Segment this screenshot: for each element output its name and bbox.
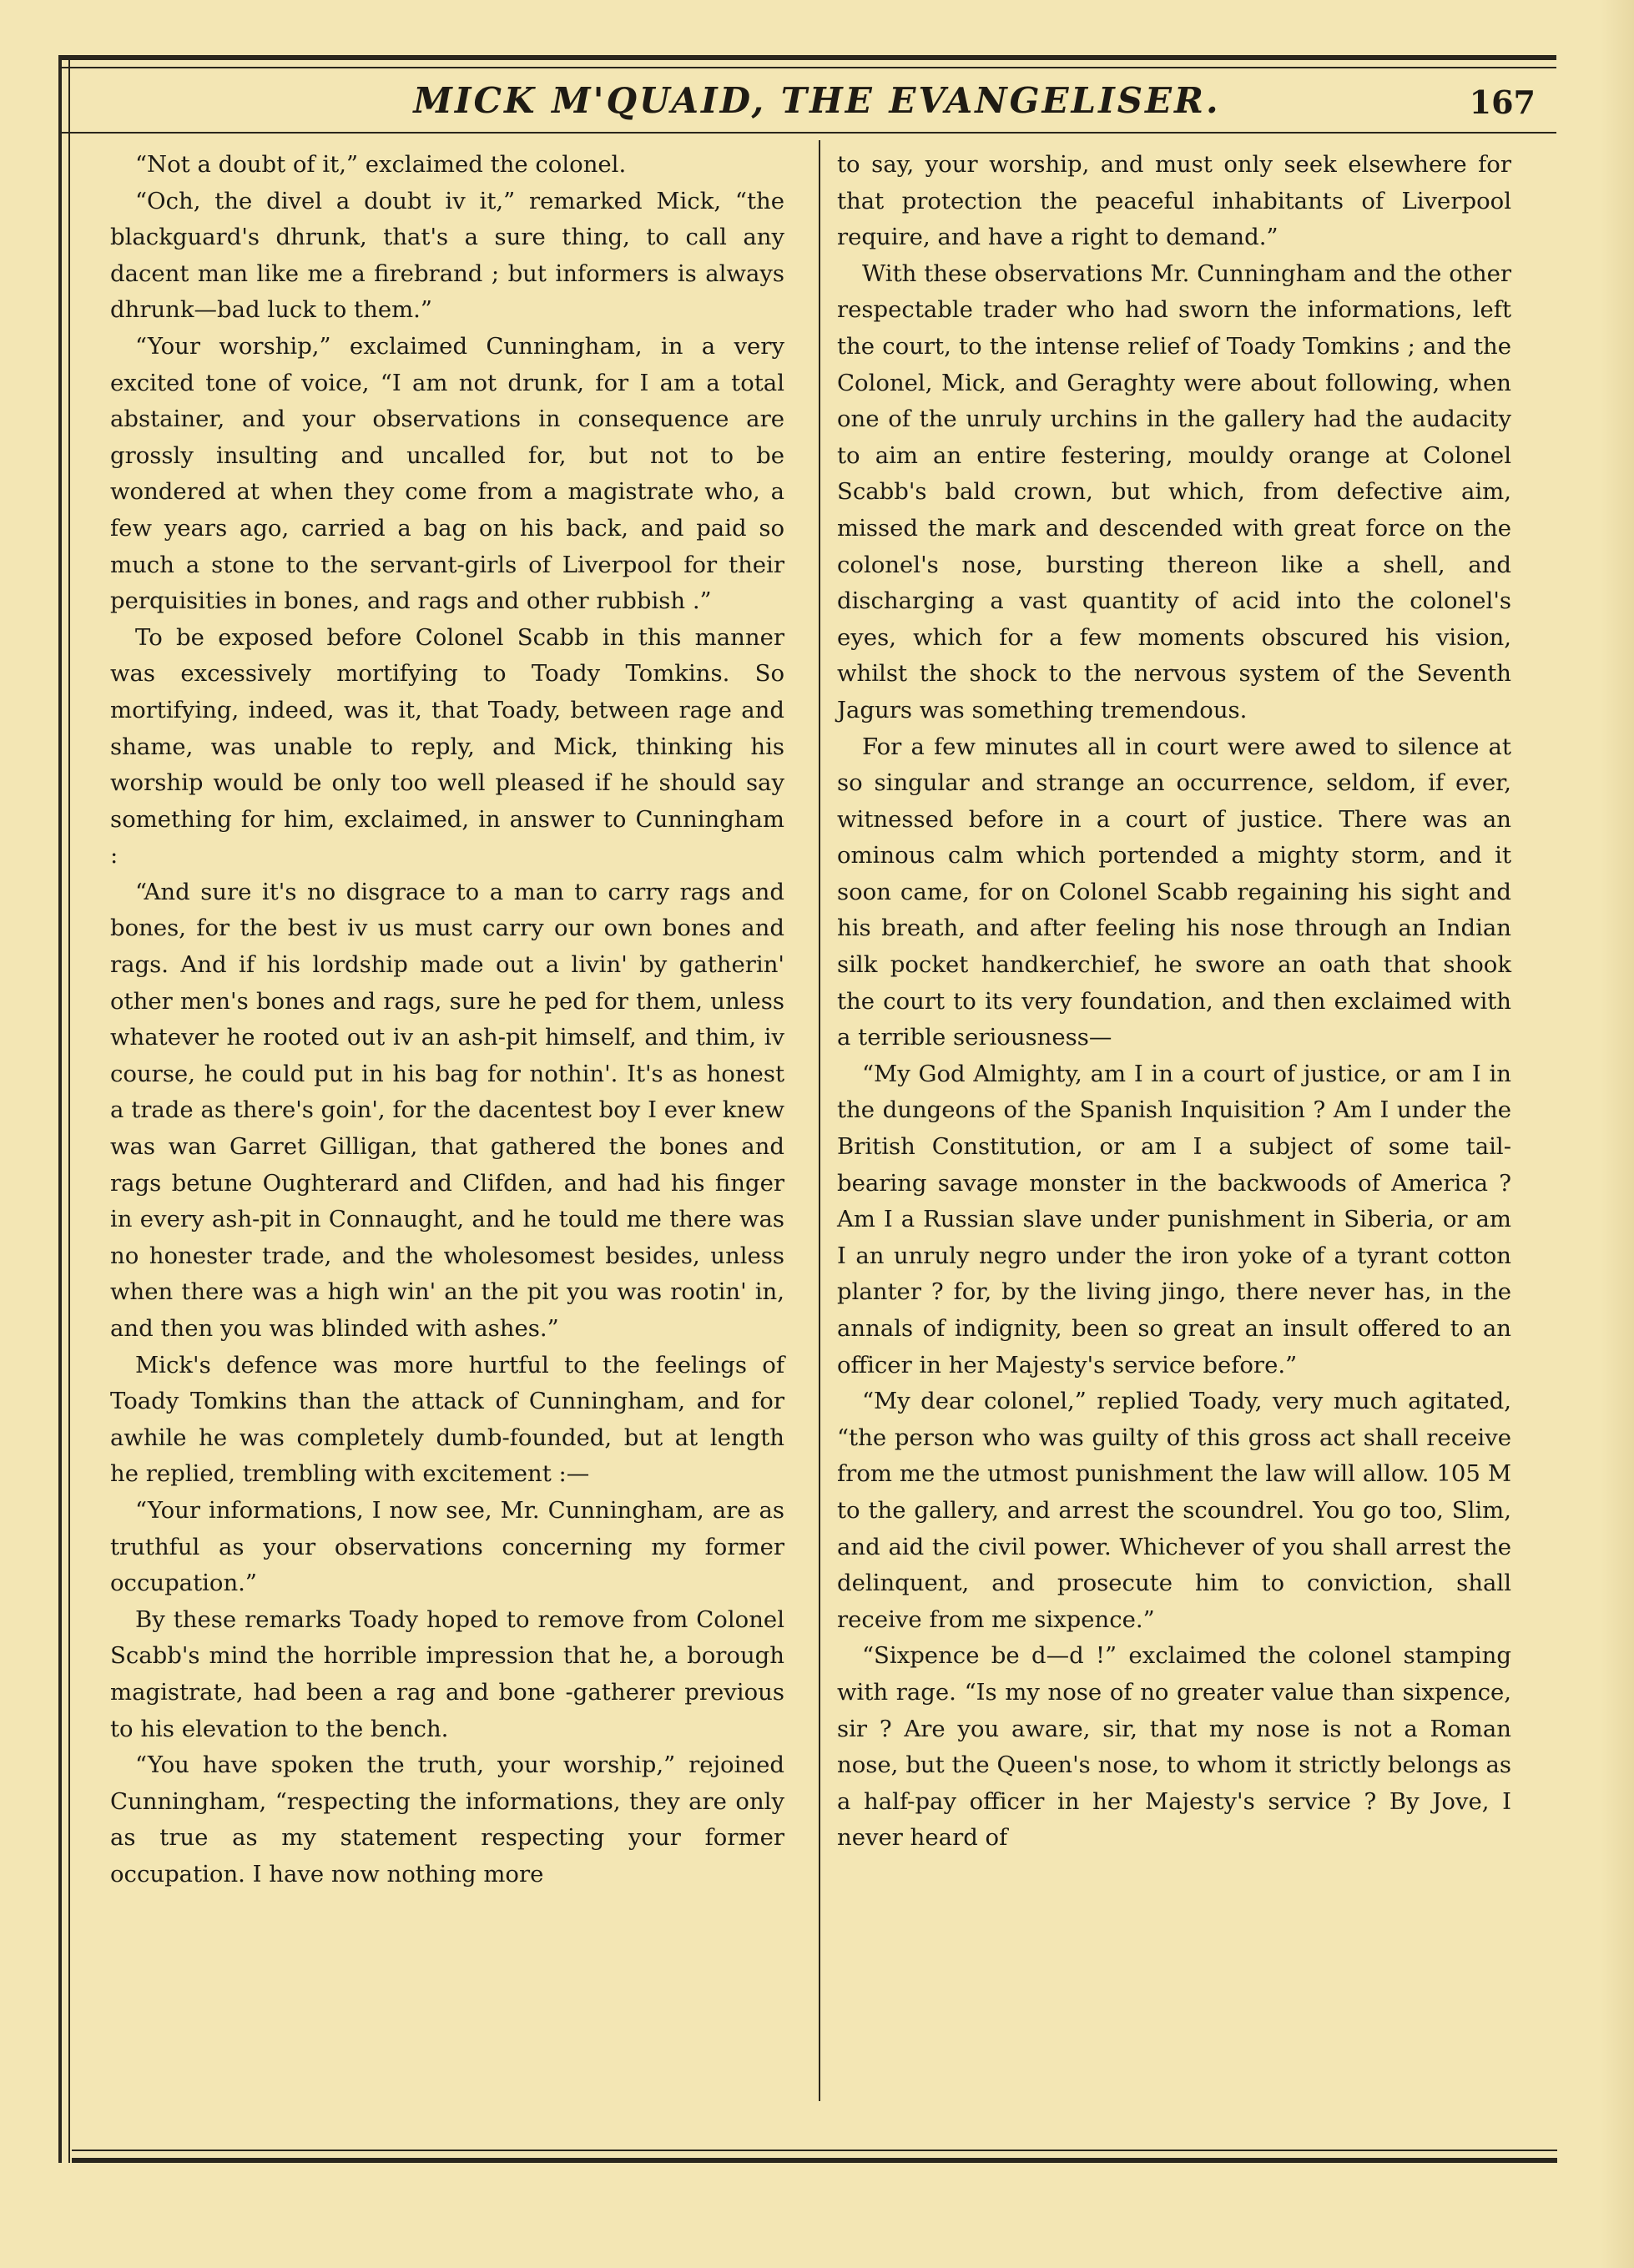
paragraph: “Och, the divel a doubt iv it,” remarked Mick, “the blackguard's dhrunk, that's a sure thing, to call any dacent man like me a firebrand ; but informers is always dhrunk—bad luck to them.” — [110, 187, 784, 324]
paragraph: “And sure it's no disgrace to a man to carry rags and bones, for the best iv us must carry our own bones and rags. And if his lordship made out a livin' by gatherin' other men's bones and rags, sure he ped for them, unless whatever he rooted out iv an ash-pit himself, and thim, iv course, he could put in his bag for nothin'. It's as honest a trade as there's goin', for the dacentest boy I ever knew was wan Garret Gilligan, that gathered the bones and rags betune Oughterard and Clifden, and had his finger in every ash-pit in Connaught, and he tould me there was no honester trade, and the wholesomest besides, unless when there was a high win' an the pit you was rootin' in, and then you was blinded with ashes.” — [110, 878, 784, 1342]
paragraph: “Sixpence be d—d !” exclaimed the colonel stamping with rage. “Is my nose of no greater value than sixpence, sir ? Are you aware, sir, that my nose is not a Roman nose, but the Queen's nose, to whom it strictly belongs as a half-pay officer in her Majesty's service ? By Jove, I never heard of — [837, 1642, 1511, 1852]
bottom-border-rule — [72, 2158, 1557, 2163]
column-divider — [819, 140, 820, 2101]
left-column — [110, 147, 784, 1893]
paragraph: “Not a doubt of it,” exclaimed the colonel. — [135, 151, 627, 178]
left-border-rule — [58, 55, 62, 2163]
bottom-border-rule-thin — [72, 2150, 1557, 2151]
left-border-rule-thin — [68, 55, 70, 2163]
paragraph: To be exposed before Colonel Scabb in this manner was excessively mortifying to Toady Tomkins. So mortifying, indeed, was it, that Toady, between rage and shame, was unable to reply, and Mick, thinking his worship would be only too well pleased if he should say something for him, exclaimed, in answer to Cunningham : — [110, 623, 784, 869]
paragraph: “Your informations, I now see, Mr. Cunningham, are as truthful as your observations concerning my former occupation.” — [110, 1496, 784, 1597]
paragraph: Mick's defence was more hurtful to the feelings of Toady Tomkins than the attack of Cunningham, and for awhile he was completely dumb-founded, but at length he replied, trembling with excitement :— — [110, 1351, 784, 1488]
page-number: 167 — [1469, 83, 1536, 121]
page-edge-shadow — [1601, 0, 1634, 2268]
paragraph: “You have spoken the truth, your worship,” rejoined Cunningham, “respecting the informations, they are only as true as my statement respecting your former occupation. I have now nothing more — [110, 1751, 784, 1887]
paragraph: With these observations Mr. Cunningham and the other respectable trader who had sworn the informations, left the court, to the intense relief of Toady Tomkins ; and the Colonel, Mick, and Geraghty were about following, when one of the unruly urchins in the gallery had the audacity to aim an entire festering, mouldy orange at Colonel Scabb's bald crown, but which, from defective aim, missed the mark and descended with great force on the colonel's nose, bursting thereon like a shell, and discharging a vast quantity of acid into the colonel's eyes, which for a few moments obscured his vision, whilst the shock to the nervous system of the Seventh Jagurs was something tremendous. — [837, 260, 1511, 723]
top-border-rule-thin — [58, 67, 1556, 68]
right-column — [837, 147, 1511, 1857]
header-rule — [58, 132, 1556, 134]
paragraph: “Your worship,” exclaimed Cunningham, in a very excited tone of voice, “I am not drunk, for I am a total abstainer, and your observations in consequence are grossly insulting and uncalled for, but not to be wondered at when they come from a magistrate who, a few years ago, carried a bag on his back, and paid so much a stone to the servant-girls of Liverpool for their perquisities in bones, and rags and other rubbish .” — [110, 332, 784, 615]
paragraph: “My dear colonel,” replied Toady, very much agitated, “the person who was guilty of this gross act shall receive from me the utmost punishment the law will allow. 105 M to the gallery, and arrest the scoundrel. You go too, Slim, and aid the civil power. Whichever of you shall arrest the delinquent, and prosecute him to conviction, shall receive from me sixpence.” — [837, 1388, 1511, 1633]
top-border-rule — [58, 55, 1556, 60]
running-title: MICK M'QUAID, THE EVANGELISER. — [413, 80, 1221, 121]
paragraph-continued: to say, your worship, and must only seek elsewhere for that protection the peaceful inhabitants of Liverpool require, and have a right to demand.” — [837, 151, 1511, 251]
paragraph: For a few minutes all in court were awed to silence at so singular and strange an occurrence, seldom, if ever, witnessed before in a court of justice. There was an ominous calm which portended a mighty storm, and it soon came, for on Colonel Scabb regaining his sight and his breath, and after feeling his nose through an Indian silk pocket handkerchief, he swore an oath that shook the court to its very foundation, and then exclaimed with a terrible seriousness— — [837, 733, 1511, 1051]
paragraph: “My God Almighty, am I in a court of justice, or am I in the dungeons of the Spanish Inquisition ? Am I under the British Constitution, or am I a subject of some tail-bearing savage monster in the backwoods of America ? Am I a Russian slave under punishment in Siberia, or am I an unruly negro under the iron yoke of a tyrant cotton planter ? for, by the living jingo, there never has, in the annals of indignity, been so great an insult offered to an officer in her Majesty's service before.” — [837, 1060, 1511, 1378]
paragraph: By these remarks Toady hoped to remove from Colonel Scabb's mind the horrible impression that he, a borough magistrate, had been a rag and bone -gatherer previous to his elevation to the bench. — [110, 1605, 784, 1742]
